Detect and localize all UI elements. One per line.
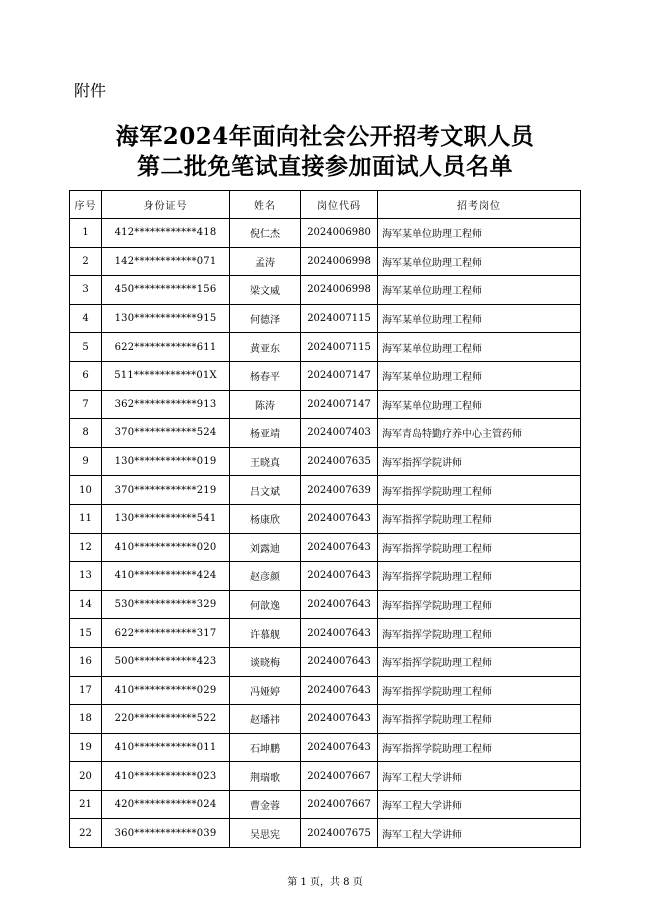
cell-id-number: 622************611 — [102, 333, 230, 362]
cell-post: 海军指挥学院助理工程师 — [378, 504, 581, 533]
table-row — [70, 533, 581, 562]
table-row — [70, 390, 581, 419]
cell-name: 赵彦颜 — [230, 562, 301, 591]
cell-post-code: 2024007667 — [301, 790, 378, 819]
cell-id-number: 220************522 — [102, 705, 230, 734]
cell-id-number: 410************023 — [102, 762, 230, 791]
cell-post: 海军指挥学院讲师 — [378, 447, 581, 476]
cell-seq: 1 — [70, 219, 102, 248]
cell-id-number: 530************329 — [102, 590, 230, 619]
cell-seq: 9 — [70, 447, 102, 476]
cell-name: 许慕舰 — [230, 619, 301, 648]
cell-post: 海军某单位助理工程师 — [378, 304, 581, 333]
header-post: 招考岗位 — [378, 191, 581, 219]
cell-post-code: 2024007643 — [301, 562, 378, 591]
cell-post-code: 2024007643 — [301, 619, 378, 648]
cell-post-code: 2024007643 — [301, 676, 378, 705]
cell-id-number: 370************524 — [102, 419, 230, 448]
table-row — [70, 762, 581, 791]
cell-post: 海军某单位助理工程师 — [378, 390, 581, 419]
cell-id-number: 142************071 — [102, 247, 230, 276]
cell-post: 海军某单位助理工程师 — [378, 276, 581, 305]
cell-post: 海军指挥学院助理工程师 — [378, 647, 581, 676]
table-row — [70, 361, 581, 390]
cell-post: 海军某单位助理工程师 — [378, 219, 581, 248]
cell-seq: 22 — [70, 819, 102, 848]
cell-name: 杨春平 — [230, 361, 301, 390]
cell-name: 刘露迪 — [230, 533, 301, 562]
cell-name: 赵璠祎 — [230, 705, 301, 734]
header-id-number: 身份证号 — [102, 191, 230, 219]
cell-post: 海军某单位助理工程师 — [378, 247, 581, 276]
cell-name: 谈晓梅 — [230, 647, 301, 676]
cell-post: 海军指挥学院助理工程师 — [378, 590, 581, 619]
cell-id-number: 360************039 — [102, 819, 230, 848]
cell-id-number: 450************156 — [102, 276, 230, 305]
cell-post-code: 2024007643 — [301, 647, 378, 676]
table-row — [70, 562, 581, 591]
table-row — [70, 819, 581, 848]
table-row — [70, 447, 581, 476]
cell-id-number: 500************423 — [102, 647, 230, 676]
table-row — [70, 790, 581, 819]
table-row — [70, 247, 581, 276]
header-post-code: 岗位代码 — [301, 191, 378, 219]
cell-post-code: 2024007635 — [301, 447, 378, 476]
cell-seq: 6 — [70, 361, 102, 390]
cell-id-number: 410************029 — [102, 676, 230, 705]
cell-name: 吴思宪 — [230, 819, 301, 848]
cell-id-number: 412************418 — [102, 219, 230, 248]
cell-seq: 2 — [70, 247, 102, 276]
cell-seq: 10 — [70, 476, 102, 505]
candidate-table — [69, 190, 581, 848]
cell-post-code: 2024007403 — [301, 419, 378, 448]
cell-seq: 19 — [70, 733, 102, 762]
cell-seq: 17 — [70, 676, 102, 705]
cell-post: 海军工程大学讲师 — [378, 819, 581, 848]
cell-seq: 20 — [70, 762, 102, 791]
table-row — [70, 276, 581, 305]
cell-seq: 5 — [70, 333, 102, 362]
cell-post: 海军指挥学院助理工程师 — [378, 733, 581, 762]
cell-id-number: 420************024 — [102, 790, 230, 819]
cell-name: 杨康欣 — [230, 504, 301, 533]
cell-id-number: 410************424 — [102, 562, 230, 591]
cell-post: 海军工程大学讲师 — [378, 790, 581, 819]
cell-post-code: 2024007115 — [301, 333, 378, 362]
cell-id-number: 362************913 — [102, 390, 230, 419]
table-row — [70, 705, 581, 734]
cell-seq: 16 — [70, 647, 102, 676]
page-footer: 第 1 页，共 8 页 — [287, 877, 363, 888]
table-row — [70, 504, 581, 533]
cell-post-code: 2024007115 — [301, 304, 378, 333]
page-title-line-1: 海军2024年面向社会公开招考文职人员 — [115, 123, 535, 150]
cell-post: 海军某单位助理工程师 — [378, 333, 581, 362]
cell-seq: 4 — [70, 304, 102, 333]
table-row — [70, 676, 581, 705]
cell-post-code: 2024007639 — [301, 476, 378, 505]
table-row — [70, 590, 581, 619]
cell-name: 杨亚靖 — [230, 419, 301, 448]
cell-seq: 8 — [70, 419, 102, 448]
cell-post: 海军某单位助理工程师 — [378, 361, 581, 390]
cell-post-code: 2024006998 — [301, 247, 378, 276]
attachment-label: 附件 — [74, 81, 107, 100]
cell-post: 海军指挥学院助理工程师 — [378, 619, 581, 648]
cell-name: 何德泽 — [230, 304, 301, 333]
cell-post-code: 2024007643 — [301, 590, 378, 619]
cell-seq: 15 — [70, 619, 102, 648]
table-row — [70, 219, 581, 248]
cell-post-code: 2024007643 — [301, 533, 378, 562]
cell-name: 陈涛 — [230, 390, 301, 419]
cell-seq: 11 — [70, 504, 102, 533]
cell-name: 倪仁杰 — [230, 219, 301, 248]
cell-post-code: 2024007675 — [301, 819, 378, 848]
cell-id-number: 370************219 — [102, 476, 230, 505]
cell-post-code: 2024007643 — [301, 705, 378, 734]
table-row — [70, 333, 581, 362]
cell-post: 海军工程大学讲师 — [378, 762, 581, 791]
table-body — [70, 219, 581, 848]
cell-id-number: 622************317 — [102, 619, 230, 648]
cell-post-code: 2024006980 — [301, 219, 378, 248]
cell-seq: 7 — [70, 390, 102, 419]
cell-post-code: 2024007147 — [301, 390, 378, 419]
cell-post: 海军指挥学院助理工程师 — [378, 476, 581, 505]
header-name: 姓名 — [230, 191, 301, 219]
cell-seq: 14 — [70, 590, 102, 619]
cell-seq: 12 — [70, 533, 102, 562]
cell-id-number: 410************011 — [102, 733, 230, 762]
table-row — [70, 647, 581, 676]
cell-name: 孟涛 — [230, 247, 301, 276]
page-title-line-2: 第二批免笔试直接参加面试人员名单 — [137, 153, 513, 180]
cell-name: 黄亚东 — [230, 333, 301, 362]
cell-seq: 18 — [70, 705, 102, 734]
cell-id-number: 511************01X — [102, 361, 230, 390]
cell-post-code: 2024007643 — [301, 733, 378, 762]
table-row — [70, 419, 581, 448]
cell-post: 海军指挥学院助理工程师 — [378, 705, 581, 734]
cell-name: 吕文斌 — [230, 476, 301, 505]
cell-id-number: 130************541 — [102, 504, 230, 533]
cell-id-number: 410************020 — [102, 533, 230, 562]
cell-post: 海军青岛特勤疗养中心主管药师 — [378, 419, 581, 448]
cell-post: 海军指挥学院助理工程师 — [378, 562, 581, 591]
cell-name: 何歆逸 — [230, 590, 301, 619]
cell-seq: 13 — [70, 562, 102, 591]
cell-post-code: 2024007147 — [301, 361, 378, 390]
cell-name: 王晓真 — [230, 447, 301, 476]
cell-seq: 3 — [70, 276, 102, 305]
cell-post: 海军指挥学院助理工程师 — [378, 676, 581, 705]
cell-post-code: 2024006998 — [301, 276, 378, 305]
cell-name: 冯娅婷 — [230, 676, 301, 705]
table-row — [70, 304, 581, 333]
cell-id-number: 130************019 — [102, 447, 230, 476]
table-row — [70, 476, 581, 505]
cell-name: 荆瑞歌 — [230, 762, 301, 791]
table-row — [70, 733, 581, 762]
cell-post-code: 2024007643 — [301, 504, 378, 533]
cell-name: 梁文威 — [230, 276, 301, 305]
table-header-row — [70, 191, 581, 219]
cell-name: 曹金蓉 — [230, 790, 301, 819]
cell-seq: 21 — [70, 790, 102, 819]
header-seq: 序号 — [70, 191, 102, 219]
cell-post: 海军指挥学院助理工程师 — [378, 533, 581, 562]
cell-post-code: 2024007667 — [301, 762, 378, 791]
table-row — [70, 619, 581, 648]
cell-name: 石坤鹏 — [230, 733, 301, 762]
cell-id-number: 130************915 — [102, 304, 230, 333]
